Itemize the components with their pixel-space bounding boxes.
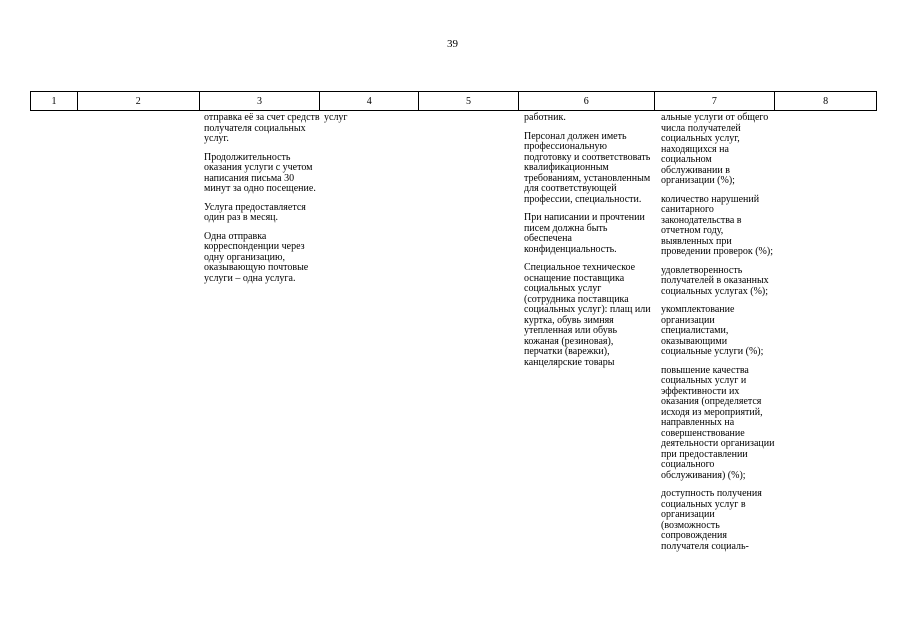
col7-paragraph: альные услуги от общего числа получателей социальных услуг, находящихся на социальном обслуживании в организации (%); [661, 112, 769, 186]
table-header-row [30, 91, 877, 111]
col7-paragraph: доступность получения социальных услуг в организации (возможность сопровождения получателя социаль- [661, 488, 762, 552]
header-cell-6: 6 [519, 92, 655, 110]
col4-paragraph: услуг [324, 112, 348, 123]
header-cell-8: 8 [823, 95, 829, 107]
col3-paragraph: отправка её за счет средств получателя социальных услуг. [204, 112, 320, 144]
column-7-text [661, 113, 775, 560]
header-cell-5: 5 [419, 92, 519, 110]
col7-paragraph: повышение качества социальных услуг и эффективности их оказания (определяется исходя из мероприятий, направленных на совершенствование деятельности организации при предоставлении социального обслуживания) (%); [661, 364, 775, 481]
col6-paragraph: Специальное техническое оснащение поставщика социальных услуг (сотрудника поставщика социальных услуг): плащ или куртка, обувь зимняя утепленная или обувь кожаная (резиновая), перчатки (варежки), канцелярские товары [524, 262, 651, 368]
page-number: 39 [447, 38, 458, 50]
column-6-text [524, 113, 652, 376]
col6-paragraph: При написании и прочтении писем должна быть обеспечена конфиденциальность. [524, 212, 645, 255]
header-cell-2: 2 [78, 92, 200, 110]
col7-paragraph: удовлетворенность получателей в оказанных социальных услугах (%); [661, 264, 769, 297]
col3-paragraph: Продолжительность оказания услуги с учетом написания письма 30 минут за одно посещение. [204, 151, 316, 194]
header-cell-1: 1 [31, 92, 78, 110]
header-cell-7: 7 [655, 92, 776, 110]
header-cell-3: 3 [200, 92, 321, 110]
col6-paragraph: Персонал должен иметь профессиональную подготовку и соответствовать квалификационным требованиям, установленным для соответствующей профессии, специальности. [524, 130, 651, 205]
header-cell-4: 4 [320, 92, 419, 110]
col6-paragraph: работник. [524, 112, 566, 123]
column-3-text [204, 113, 320, 292]
col7-paragraph: количество нарушений санитарного законодательства в отчетном году, выявленных при проведении проверок (%); [661, 193, 773, 257]
column-4-text [324, 113, 414, 132]
col3-paragraph: Одна отправка корреспонденции через одну организацию, оказывающую почтовые услуги – одна услуга. [204, 230, 309, 284]
col3-paragraph: Услуга предоставляется один раз в месяц. [204, 201, 306, 223]
col7-paragraph: укомплектование организации специалистами, оказывающими социальные услуги (%); [661, 304, 764, 357]
